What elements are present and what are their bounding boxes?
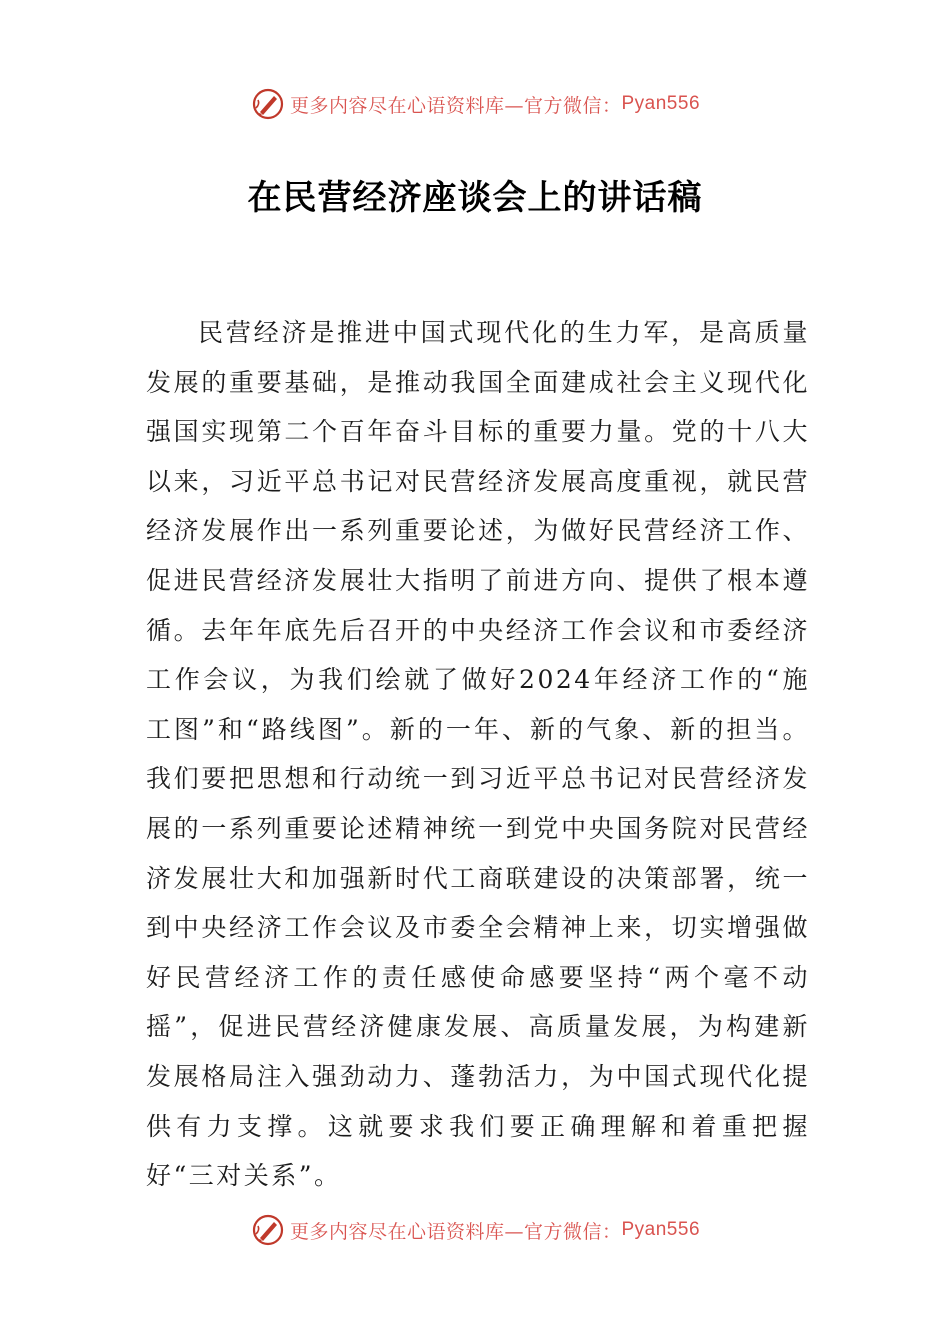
banner-account-text: Pyan556 [621, 93, 701, 114]
banner-brand-text: 更多内容尽在心语资料库—官方微信： [289, 94, 622, 117]
header-watermark-banner [0, 84, 950, 124]
pen-circle-icon [250, 86, 286, 122]
banner-brand-text: 更多内容尽在心语资料库—官方微信： [289, 1220, 622, 1243]
pen-circle-icon [250, 1212, 286, 1248]
banner-account-text: Pyan556 [621, 1219, 701, 1240]
footer-watermark-banner [0, 1210, 950, 1250]
body-paragraph: 民营经济是推进中国式现代化的生力军，是高质量发展的重要基础，是推动我国全面建成社会主义现代化强国实现第二个百年奋斗目标的重要力量。党的十八大以来，习近平总书记对民营经济发展高度重视，就民营经济发展作出一系列重要论述，为做好民营经济工作、促进民营经济发展壮大指明了前进方向、提供了根本遵循。去年年底先后召开的中央经济工作会议和市委经济工作会议，为我们绘就了做好2024年经济工作的“施工图”和“路线图”。新的一年、新的气象、新的担当。我们要把思想和行动统一到习近平总书记对民营经济发展的一系列重要论述精神统一到党中央国务院对民营经济发展壮大和加强新时代工商联建设的决策部署，统一到中央经济工作会议及市委全会精神上来，切实增强做好民营经济工作的责任感使命感要坚持“两个毫不动摇”，促进民营经济健康发展、高质量发展，为构建新发展格局注入强劲动力、蓬勃活力，为中国式现代化提供有力支撑。这就要求我们要正确理解和着重把握好“三对关系”。 [146, 318, 810, 1191]
document-title: 在民营经济座谈会上的讲话稿 [247, 178, 703, 218]
